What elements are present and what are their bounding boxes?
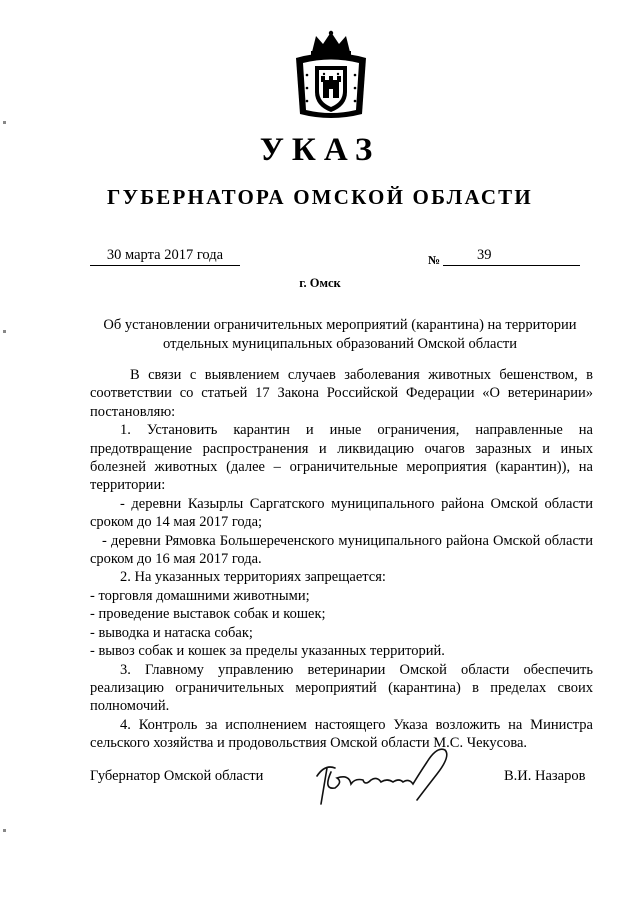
subject-line-2: отдельных муниципальных образований Омской области [163,336,517,352]
paragraph-item-1-b: - деревни Рямовка Большереченского муниципального района Омской области сроком до 16 мая 2017 года. [90,532,593,568]
document-title: УКАЗ [259,132,381,168]
subject-line-1: Об установлении ограничительных мероприятий (карантина) на территории [103,317,577,333]
decree-number-field [443,247,580,266]
margin-mark [3,330,6,333]
paragraph-item-2: 2. На указанных территориях запрещается: [120,569,386,586]
paragraph-item-2-a: - торговля домашними животными; [90,587,310,604]
decree-body [90,366,593,753]
decree-city: г. Омск [299,276,341,290]
handwritten-signature [305,738,465,808]
paragraph-item-2-c: - выводка и натаска собак; [90,624,253,641]
decree-number: 39 [477,247,492,263]
document-subtitle: ГУБЕРНАТОРА ОМСКОЙ ОБЛАСТИ [107,185,533,209]
paragraph-item-4: 4. Контроль за исполнением настоящего Указа возложить на Министра сельского хозяйства и продовольствия Омской области М.С. Чекусова. [90,716,593,752]
margin-mark [3,829,6,832]
signatory-name: В.И. Назаров [504,768,586,784]
number-label: № [428,253,441,267]
margin-mark [3,121,6,124]
paragraph-item-3: 3. Главному управлению ветеринарии Омской области обеспечить реализацию ограничительных мероприятий (карантина) в пределах своих полномочий. [90,661,593,715]
paragraph-item-2-d: - вывоз собак и кошек за пределы указанных территорий. [90,643,445,660]
paragraph-item-1-a: - деревни Казырлы Саргатского муниципального района Омской области сроком до 14 мая 2017 года; [90,495,593,531]
paragraph-preamble: В связи с выявлением случаев заболевания животных бешенством, в соответствии со статьей 17 Закона Российской Федерации «О ветеринарии» постановляю: [90,367,593,420]
decree-date: 30 марта 2017 года [90,247,240,266]
paragraph-item-2-b: - проведение выставок собак и кошек; [90,606,326,623]
decree-subject [80,316,600,354]
paragraph-item-1: 1. Установить карантин и иные ограничения, направленные на предотвращение распространения и ликвидацию очагов заразных и иных болезней животных (далее – ограничительные мероприятия (карантин)), на территории: [90,422,593,494]
signatory-position: Губернатор Омской области [90,768,264,784]
coat-of-arms-emblem [290,30,372,124]
